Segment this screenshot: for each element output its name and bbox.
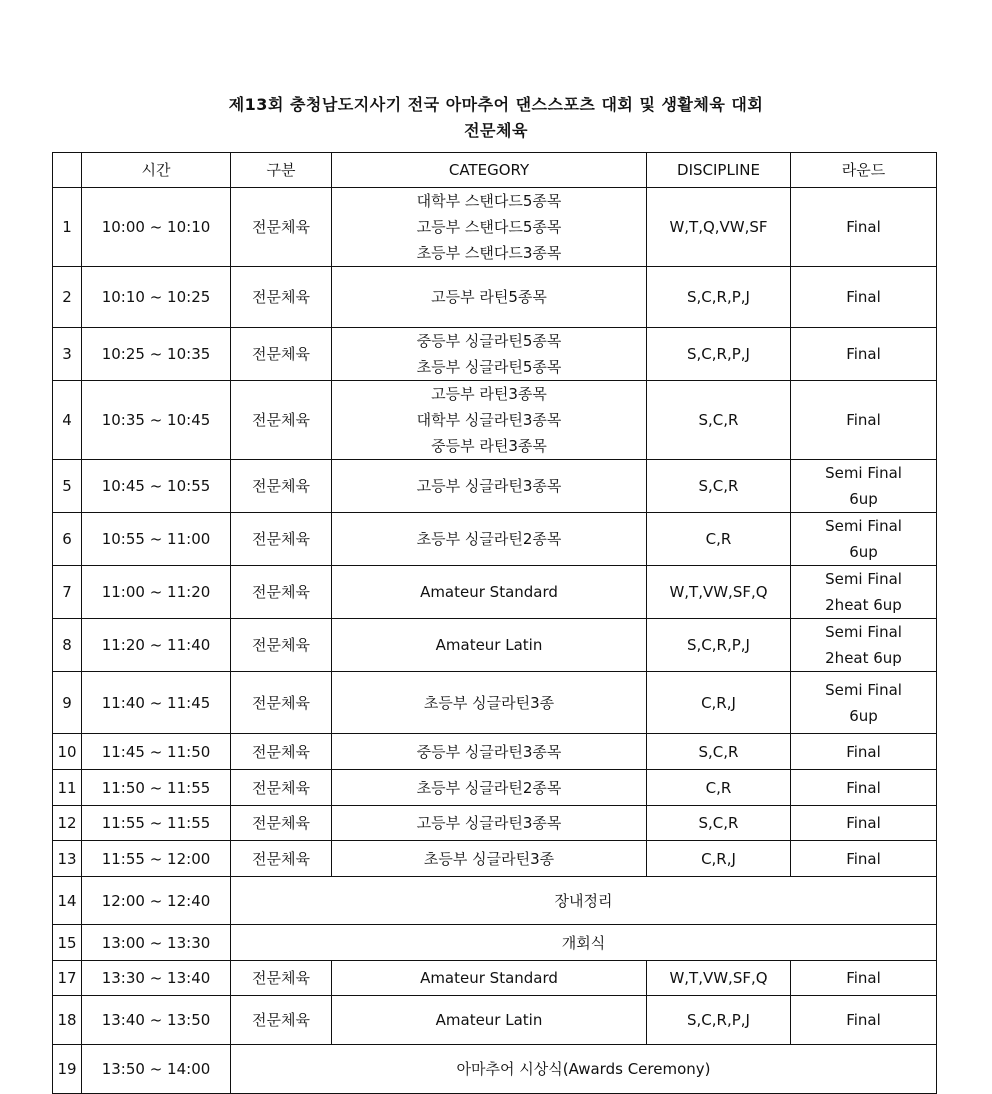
type-cell: 전문체육 xyxy=(231,672,332,734)
time-cell: 11:40 ~ 11:45 xyxy=(82,672,231,734)
category-cell-line: Amateur Latin xyxy=(435,1011,543,1029)
time-cell: 10:55 ~ 11:00 xyxy=(82,513,231,566)
table-row xyxy=(53,841,937,877)
category-cell-line: 초등부 싱글라틴3종 xyxy=(423,849,555,868)
type-cell: 전문체육 xyxy=(231,961,332,996)
table-row xyxy=(53,770,937,806)
time-cell: 13:40 ~ 13:50 xyxy=(82,996,231,1045)
row-number: 5 xyxy=(53,460,82,513)
round-cell-line: 2heat 6up xyxy=(825,596,902,614)
discipline-cell: C,R xyxy=(647,513,791,566)
type-cell: 전문체육 xyxy=(231,770,332,806)
merged-event-cell: 개회식 xyxy=(231,925,937,961)
round-cell xyxy=(791,188,937,267)
category-cell xyxy=(332,328,647,381)
discipline-cell: S,C,R,P,J xyxy=(647,619,791,672)
round-cell-line: Final xyxy=(846,411,881,429)
category-cell-line: 초등부 스탠다드3종목 xyxy=(416,244,562,262)
row-number: 17 xyxy=(53,961,82,996)
table-row xyxy=(53,925,937,961)
time-cell: 11:20 ~ 11:40 xyxy=(82,619,231,672)
round-cell-line: Final xyxy=(846,218,881,236)
row-number: 19 xyxy=(53,1045,82,1094)
round-cell-line: Final xyxy=(846,778,881,797)
header-discipline: DISCIPLINE xyxy=(647,153,791,188)
round-cell xyxy=(791,841,937,877)
type-cell: 전문체육 xyxy=(231,619,332,672)
category-cell-line: 고등부 싱글라틴3종목 xyxy=(416,477,562,495)
category-cell xyxy=(332,566,647,619)
round-cell xyxy=(791,996,937,1045)
round-cell xyxy=(791,770,937,806)
row-number: 12 xyxy=(53,806,82,841)
category-cell xyxy=(332,734,647,770)
time-cell: 11:00 ~ 11:20 xyxy=(82,566,231,619)
table-row xyxy=(53,1045,937,1094)
round-cell-line: Final xyxy=(846,345,881,363)
category-cell-line: Amateur Standard xyxy=(420,583,558,601)
round-cell-line: Final xyxy=(846,1011,881,1029)
discipline-cell: C,R,J xyxy=(647,672,791,734)
category-cell xyxy=(332,841,647,877)
category-cell xyxy=(332,513,647,566)
category-cell-line: 중등부 싱글라틴3종목 xyxy=(416,742,562,761)
table-row xyxy=(53,513,937,566)
round-cell xyxy=(791,566,937,619)
round-cell xyxy=(791,381,937,460)
row-number: 8 xyxy=(53,619,82,672)
round-cell xyxy=(791,806,937,841)
time-cell: 10:10 ~ 10:25 xyxy=(82,267,231,328)
discipline-cell: C,R,J xyxy=(647,841,791,877)
discipline-cell: S,C,R xyxy=(647,460,791,513)
round-cell-line: 6up xyxy=(849,706,878,725)
category-cell-line: 대학부 스탠다드5종목 xyxy=(416,192,562,210)
round-cell-line: Final xyxy=(846,814,881,832)
table-row xyxy=(53,328,937,381)
discipline-cell: S,C,R,P,J xyxy=(647,996,791,1045)
category-cell-line: 중등부 싱글라틴5종목 xyxy=(416,332,562,350)
row-number: 13 xyxy=(53,841,82,877)
time-cell: 11:45 ~ 11:50 xyxy=(82,734,231,770)
row-number: 15 xyxy=(53,925,82,961)
time-cell: 11:55 ~ 12:00 xyxy=(82,841,231,877)
merged-event-cell: 아마추어 시상식(Awards Ceremony) xyxy=(231,1045,937,1094)
round-cell xyxy=(791,513,937,566)
type-cell: 전문체육 xyxy=(231,188,332,267)
category-cell xyxy=(332,806,647,841)
row-number: 6 xyxy=(53,513,82,566)
schedule-body xyxy=(53,188,937,1094)
round-cell-line: Semi Final xyxy=(825,623,902,641)
type-cell: 전문체육 xyxy=(231,566,332,619)
row-number: 3 xyxy=(53,328,82,381)
row-number: 11 xyxy=(53,770,82,806)
category-cell-line: Amateur Latin xyxy=(435,636,543,654)
round-cell-line: Final xyxy=(846,288,881,306)
category-cell-line: 중등부 라틴3종목 xyxy=(431,437,547,455)
merged-event-cell: 장내정리 xyxy=(231,877,937,925)
header-time: 시간 xyxy=(82,153,231,188)
document-title: 제13회 충청남도지사기 전국 아마추어 댄스스포츠 대회 및 생활체육 대회 xyxy=(228,95,764,114)
time-cell: 10:45 ~ 10:55 xyxy=(82,460,231,513)
category-cell xyxy=(332,996,647,1045)
table-row xyxy=(53,460,937,513)
table-row xyxy=(53,619,937,672)
discipline-cell: S,C,R xyxy=(647,734,791,770)
discipline-cell: S,C,R xyxy=(647,381,791,460)
table-row xyxy=(53,806,937,841)
round-cell-line: Final xyxy=(846,742,881,761)
round-cell-line: 6up xyxy=(849,490,878,508)
round-cell xyxy=(791,961,937,996)
type-cell: 전문체육 xyxy=(231,806,332,841)
category-cell-line: 고등부 라틴5종목 xyxy=(431,288,547,306)
table-header-row xyxy=(53,153,937,188)
category-cell-line: 대학부 싱글라틴3종목 xyxy=(416,411,562,429)
round-cell-line: Final xyxy=(846,849,881,868)
table-row xyxy=(53,566,937,619)
round-cell-line: Final xyxy=(846,969,881,987)
discipline-cell: W,T,VW,SF,Q xyxy=(647,566,791,619)
time-cell: 11:55 ~ 11:55 xyxy=(82,806,231,841)
round-cell xyxy=(791,734,937,770)
table-row xyxy=(53,734,937,770)
type-cell: 전문체육 xyxy=(231,267,332,328)
discipline-cell: W,T,Q,VW,SF xyxy=(647,188,791,267)
round-cell-line: Semi Final xyxy=(825,517,902,535)
time-cell: 10:00 ~ 10:10 xyxy=(82,188,231,267)
category-cell-line: Amateur Standard xyxy=(420,969,558,987)
round-cell-line: Semi Final xyxy=(825,680,902,699)
category-cell-line: 고등부 스탠다드5종목 xyxy=(416,218,562,236)
category-cell xyxy=(332,672,647,734)
category-cell-line: 초등부 싱글라틴2종목 xyxy=(416,530,562,548)
row-number: 7 xyxy=(53,566,82,619)
row-number: 2 xyxy=(53,267,82,328)
category-cell-line: 초등부 싱글라틴3종 xyxy=(423,693,555,712)
table-row xyxy=(53,996,937,1045)
type-cell: 전문체육 xyxy=(231,381,332,460)
schedule-table xyxy=(52,152,937,1094)
header-type: 구분 xyxy=(231,153,332,188)
time-cell: 13:50 ~ 14:00 xyxy=(82,1045,231,1094)
discipline-cell: W,T,VW,SF,Q xyxy=(647,961,791,996)
round-cell xyxy=(791,267,937,328)
type-cell: 전문체육 xyxy=(231,996,332,1045)
table-row xyxy=(53,961,937,996)
round-cell xyxy=(791,672,937,734)
round-cell xyxy=(791,619,937,672)
row-number: 14 xyxy=(53,877,82,925)
row-number: 1 xyxy=(53,188,82,267)
document-subtitle: 전문체육 xyxy=(464,121,528,140)
round-cell-line: 6up xyxy=(849,543,878,561)
round-cell-line: Semi Final xyxy=(825,464,902,482)
time-cell: 10:35 ~ 10:45 xyxy=(82,381,231,460)
category-cell xyxy=(332,188,647,267)
category-cell-line: 고등부 라틴3종목 xyxy=(431,385,547,403)
category-cell xyxy=(332,381,647,460)
type-cell: 전문체육 xyxy=(231,841,332,877)
category-cell xyxy=(332,460,647,513)
type-cell: 전문체육 xyxy=(231,734,332,770)
table-row xyxy=(53,672,937,734)
round-cell-line: 2heat 6up xyxy=(825,649,902,667)
category-cell xyxy=(332,961,647,996)
row-number: 10 xyxy=(53,734,82,770)
type-cell: 전문체육 xyxy=(231,460,332,513)
row-number: 4 xyxy=(53,381,82,460)
time-cell: 13:00 ~ 13:30 xyxy=(82,925,231,961)
category-cell-line: 초등부 싱글라틴5종목 xyxy=(416,358,562,376)
table-row xyxy=(53,877,937,925)
header-no xyxy=(53,153,82,188)
type-cell: 전문체육 xyxy=(231,513,332,566)
table-row xyxy=(53,188,937,267)
round-cell-line: Semi Final xyxy=(825,570,902,588)
round-cell xyxy=(791,460,937,513)
category-cell-line: 고등부 싱글라틴3종목 xyxy=(416,814,562,832)
discipline-cell: S,C,R xyxy=(647,806,791,841)
time-cell: 11:50 ~ 11:55 xyxy=(82,770,231,806)
discipline-cell: S,C,R,P,J xyxy=(647,267,791,328)
category-cell xyxy=(332,267,647,328)
time-cell: 13:30 ~ 13:40 xyxy=(82,961,231,996)
category-cell xyxy=(332,770,647,806)
header-round: 라운드 xyxy=(791,153,937,188)
round-cell xyxy=(791,328,937,381)
time-cell: 12:00 ~ 12:40 xyxy=(82,877,231,925)
discipline-cell: C,R xyxy=(647,770,791,806)
row-number: 18 xyxy=(53,996,82,1045)
time-cell: 10:25 ~ 10:35 xyxy=(82,328,231,381)
table-row xyxy=(53,381,937,460)
discipline-cell: S,C,R,P,J xyxy=(647,328,791,381)
table-row xyxy=(53,267,937,328)
row-number: 9 xyxy=(53,672,82,734)
header-category: CATEGORY xyxy=(332,153,647,188)
category-cell xyxy=(332,619,647,672)
category-cell-line: 초등부 싱글라틴2종목 xyxy=(416,778,562,797)
type-cell: 전문체육 xyxy=(231,328,332,381)
